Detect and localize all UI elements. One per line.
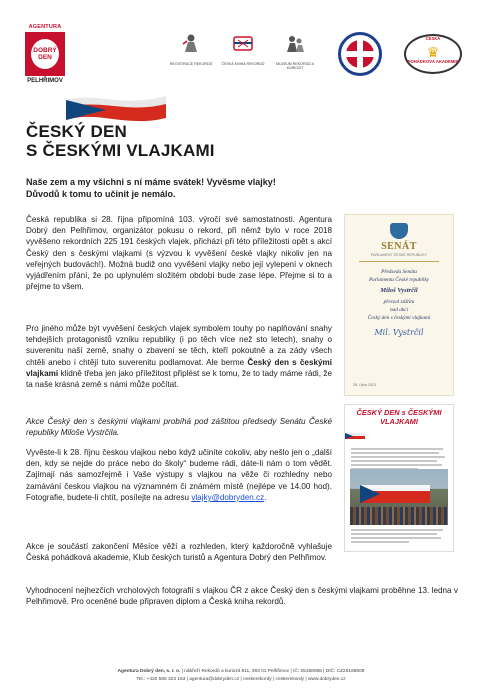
senate-text-line: Parlamentu České republiky	[368, 277, 430, 283]
record-icon-label: MUZEUM REKORDŮ A KURIOZIT	[276, 62, 314, 70]
senate-subheading: PARLAMENT ČESKÉ REPUBLIKY	[371, 253, 427, 257]
ceska-kniha-rekordu-graphic	[232, 32, 254, 54]
paragraph-4-text-a: Vyvěste-li k 28. říjnu českou vlajkou nebo když učiníte cokoliv, aby nešlo jen o „další den, kdy se nejde do práce nebo do školy“ budeme rádi, dáte-li nám o tom vědět. Zajímají nás samozřejmě i Vaše výstupy s vlajkou na věže či rozhledny nebo zamávání českou vlajkou na významném či známém místě (nejlépe ve 14.00 hod). Fotografie, budete-li chtít, posílejte na adresu	[26, 448, 332, 502]
registrace-rekordu-graphic	[180, 32, 202, 54]
senate-date: 28. října 2021	[353, 383, 377, 387]
paragraph-2-text-a: Pro jiného může být vyvěšení českých vlajek symbolem touhy po naplňování snahy tehdejších protagonistů vzniku republiky (i po těch více než sto letech), snahy o suverenitu naší země, snahy o zbavení se těch, kteří pokoutně a za zády všech chtěli anebo i chtějí tuto suverenitu podlamovat. Ale berme	[26, 324, 332, 367]
footer-line-1	[0, 668, 482, 676]
senate-heading: SENÁT	[381, 241, 417, 252]
agency-logo-top: AGENTURA	[28, 24, 62, 30]
footer-company: Agentura Dobrý den, s. r. o.	[117, 669, 181, 674]
muzeum-rekordu-icon	[272, 32, 318, 72]
footer-address: | nábřeží Rekordů a kuriozit 811, 393 01 Pelhřimov | IČ: 25168088 | DIČ: CZ25168508	[180, 669, 365, 674]
senate-signature: Mil. Vystrčil	[374, 328, 424, 337]
subheading	[26, 176, 326, 200]
record-icon-label: REGISTRACE REKORDŮ	[169, 62, 213, 66]
crown-icon: ♛	[426, 44, 440, 60]
agency-logo	[22, 24, 68, 96]
paragraph-2-text-c: klidně třeba jen jako příležitost připlést se k tomu, že to tady máme rádi, že ta naše krásná země s námi může počítat.	[26, 368, 332, 390]
cpa-logo-bottom: POHÁDKOVÁ AKADEMIE	[407, 59, 459, 64]
paragraph-5: Akce je součástí zakončení Měsíce věží a rozhleden, který každoročně vyhlašuje Česká pohádková akademie, Klub českých turistů a Agentura Dobrý den Pelhřimov.	[26, 542, 332, 563]
senate-text-line: Český den s českými vlajkami	[367, 315, 431, 321]
muzeum-rekordu-graphic	[284, 32, 306, 54]
senate-divider	[359, 261, 439, 262]
paragraph-4	[26, 447, 332, 503]
footer-line-2: Tel.: +420 565 323 163 | agentura@dobryden.cz | ceskerekordy | ceskerekordy | www.dobryden.cz	[136, 676, 346, 682]
event-poster	[344, 404, 454, 552]
paragraph-2-emphasis: Český den s českými vlajkami	[26, 357, 332, 378]
paragraph-1: Česká republika si 28. října připomíná 103. výročí své samostatnosti. Agentura Dobrý den Pelhřimov, organizátor pokusu o rekord, při němž bylo v roce 2018 vyvěšeno rekordních 225 191 českých vlajek, přichází při této příležitosti opět s akcí Český den s českými vlajkami (s výzvou k vyvěšení české vlajky nikoliv jen na veřejných budovách!). Možná budiž ono vyvěšení vlajky nebo její vylepení v oknech vyjádřením přání, že po uplynulém složitém období bude zase lépe. Přejme si to a přejme to všem.	[26, 215, 332, 292]
cpa-logo-top: ČESKÁ	[425, 36, 441, 41]
page-footer	[0, 668, 482, 683]
paragraph-2	[26, 323, 332, 390]
paragraph-6: Vyhodnocení nejhezčích vrcholových fotografií s vlajkou ČR z akce Český den s českými vlajkami proběhne 13. ledna v Pelhřimově. Pro oceněné bude připraven diplom a Česká kniha rekordů.	[26, 586, 458, 607]
record-icons	[168, 32, 318, 72]
kct-logo-stripe-vertical	[357, 40, 363, 68]
photo-crowd	[350, 507, 448, 525]
senate-patronage-card	[344, 214, 454, 396]
senate-text-line: převzal záštitu	[383, 299, 415, 305]
ceska-kniha-rekordu-icon	[220, 32, 266, 72]
senate-emblem-icon	[390, 223, 408, 239]
paragraph-3	[26, 416, 332, 438]
agency-logo-badge	[25, 32, 65, 76]
header	[20, 24, 462, 104]
record-icon-label: ČESKÁ KNIHA REKORDŮ	[221, 62, 265, 66]
senate-text	[345, 268, 453, 322]
group-photo-with-flag	[350, 469, 448, 525]
klub-ceskych-turistu-icon	[338, 32, 382, 76]
page-title-line1: ČESKÝ DEN	[26, 122, 127, 141]
paragraph-4-text-b: .	[264, 492, 267, 502]
agency-logo-bottom: PELHŘIMOV	[27, 78, 63, 84]
ceska-pohadkova-akademie-logo	[404, 34, 462, 74]
paragraph-3-italic: Akce Český den s českými vlajkami probíhá pod záštitou předsedy Senátu České republiky Miloše Vystrčila.	[26, 417, 332, 438]
page-title	[26, 122, 215, 160]
subheading-line1: Naše zem a my všichni s ní máme svátek! Vyvěsme vlajky!	[26, 177, 276, 187]
subheading-line2: Důvodů k tomu to učinit je nemálo.	[26, 189, 176, 199]
agency-logo-text: DOBRÝ DEN	[31, 39, 59, 69]
registrace-rekordu-icon	[168, 32, 214, 72]
poster-flag-icon	[345, 433, 365, 439]
page-title-line2: S ČESKÝMI VLAJKAMI	[26, 141, 215, 160]
senate-text-line: Předseda Senátu	[381, 269, 417, 275]
email-link[interactable]: vlajky@dobryden.cz	[191, 492, 265, 502]
photo-flag-blue	[360, 485, 380, 503]
poster-title: ČESKÝ DEN s ČESKÝMI VLAJKAMI	[356, 408, 442, 426]
poster-footer-text	[351, 529, 447, 545]
senate-name: Miloš Vystrčil	[380, 287, 418, 294]
senate-text-line: nad akcí	[389, 307, 409, 313]
